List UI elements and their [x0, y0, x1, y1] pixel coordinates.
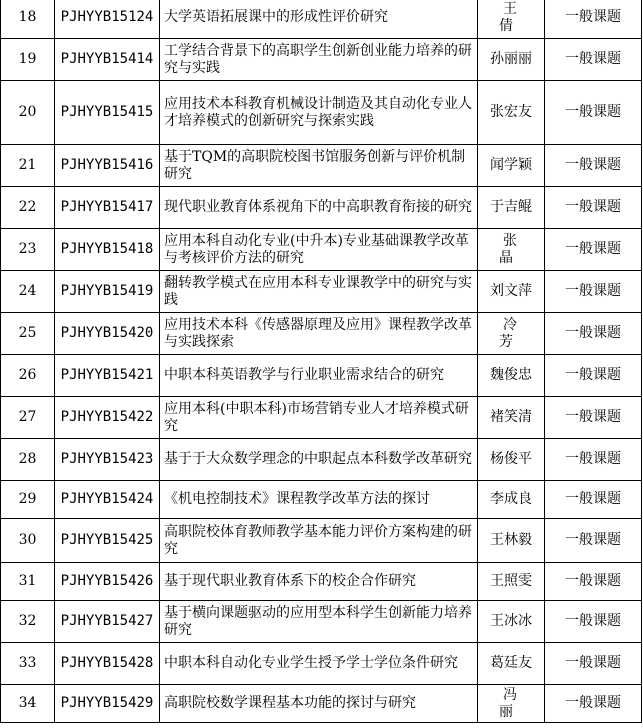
project-code: PJHYYB15419 [55, 271, 160, 313]
project-title: 应用本科(中职本科)市场营销专业人才培养模式研究 [160, 397, 478, 439]
project-type: 一般课题 [545, 81, 642, 145]
project-leader: 冷 芳 [478, 313, 545, 355]
table-row [1, 519, 642, 563]
project-leader: 魏俊忠 [478, 355, 545, 397]
project-type: 一般课题 [545, 481, 642, 519]
project-title: 中职本科自动化专业学生授予学士学位条件研究 [160, 643, 478, 685]
project-type: 一般课题 [545, 643, 642, 685]
project-type: 一般课题 [545, 145, 642, 187]
project-leader: 张宏友 [478, 81, 545, 145]
row-number: 33 [1, 643, 55, 685]
row-number: 34 [1, 685, 55, 723]
row-number: 18 [1, 0, 55, 39]
table-row [1, 643, 642, 685]
project-type: 一般课题 [545, 229, 642, 271]
project-leader: 冯 丽 [478, 685, 545, 723]
table-row [1, 271, 642, 313]
project-code: PJHYYB15418 [55, 229, 160, 271]
project-leader: 葛廷友 [478, 643, 545, 685]
project-code: PJHYYB15426 [55, 563, 160, 601]
table-row [1, 481, 642, 519]
project-code: PJHYYB15422 [55, 397, 160, 439]
row-number: 29 [1, 481, 55, 519]
project-code: PJHYYB15420 [55, 313, 160, 355]
project-type: 一般课题 [545, 685, 642, 723]
project-type: 一般课题 [545, 271, 642, 313]
project-code: PJHYYB15429 [55, 685, 160, 723]
project-leader: 王 倩 [478, 0, 545, 39]
row-number: 24 [1, 271, 55, 313]
project-code: PJHYYB15423 [55, 439, 160, 481]
project-leader: 王林毅 [478, 519, 545, 563]
row-number: 27 [1, 397, 55, 439]
project-title: 《机电控制技术》课程教学改革方法的探讨 [160, 481, 478, 519]
project-leader: 张 晶 [478, 229, 545, 271]
project-type: 一般课题 [545, 355, 642, 397]
table-row [1, 145, 642, 187]
table-row [1, 563, 642, 601]
project-title: 工学结合背景下的高职学生创新创业能力培养的研究与实践 [160, 39, 478, 81]
row-number: 28 [1, 439, 55, 481]
project-title: 基于TQM的高职院校图书馆服务创新与评价机制研究 [160, 145, 478, 187]
project-code: PJHYYB15415 [55, 81, 160, 145]
row-number: 26 [1, 355, 55, 397]
row-number: 19 [1, 39, 55, 81]
project-code: PJHYYB15428 [55, 643, 160, 685]
project-leader: 王照雯 [478, 563, 545, 601]
project-type: 一般课题 [545, 39, 642, 81]
project-type: 一般课题 [545, 187, 642, 229]
project-title: 大学英语拓展课中的形成性评价研究 [160, 0, 478, 39]
project-title: 高职院校体育教师教学基本能力评价方案构建的研究 [160, 519, 478, 563]
table-row [1, 685, 642, 723]
table-row [1, 355, 642, 397]
project-code: PJHYYB15425 [55, 519, 160, 563]
row-number: 21 [1, 145, 55, 187]
project-leader: 刘文萍 [478, 271, 545, 313]
row-number: 31 [1, 563, 55, 601]
project-title: 应用技术本科教育机械设计制造及其自动化专业人才培养模式的创新研究与探索实践 [160, 81, 478, 145]
row-number: 20 [1, 81, 55, 145]
row-number: 25 [1, 313, 55, 355]
project-title: 应用本科自动化专业(中升本)专业基础课教学改革与考核评价方法的研究 [160, 229, 478, 271]
project-leader: 杨俊平 [478, 439, 545, 481]
project-code: PJHYYB15421 [55, 355, 160, 397]
project-leader: 褚笑清 [478, 397, 545, 439]
table-row [1, 187, 642, 229]
project-type: 一般课题 [545, 397, 642, 439]
project-title: 应用技术本科《传感器原理及应用》课程教学改革与实践探索 [160, 313, 478, 355]
project-leader: 王冰冰 [478, 601, 545, 643]
row-number: 30 [1, 519, 55, 563]
project-type: 一般课题 [545, 563, 642, 601]
project-code: PJHYYB15417 [55, 187, 160, 229]
project-title: 高职院校数学课程基本功能的探讨与研究 [160, 685, 478, 723]
project-title: 基于于大众数学理念的中职起点本科数学改革研究 [160, 439, 478, 481]
project-type: 一般课题 [545, 313, 642, 355]
table-row [1, 397, 642, 439]
project-code: PJHYYB15424 [55, 481, 160, 519]
project-title: 中职本科英语教学与行业职业需求结合的研究 [160, 355, 478, 397]
project-leader: 闻学颖 [478, 145, 545, 187]
project-code: PJHYYB15124 [55, 0, 160, 39]
table-row [1, 439, 642, 481]
project-code: PJHYYB15416 [55, 145, 160, 187]
table-row [1, 601, 642, 643]
project-title: 翻转教学模式在应用本科专业课教学中的研究与实践 [160, 271, 478, 313]
project-title: 基于现代职业教育体系下的校企合作研究 [160, 563, 478, 601]
project-type: 一般课题 [545, 0, 642, 39]
project-title: 现代职业教育体系视角下的中高职教育衔接的研究 [160, 187, 478, 229]
project-type: 一般课题 [545, 601, 642, 643]
project-leader: 于吉鲲 [478, 187, 545, 229]
row-number: 32 [1, 601, 55, 643]
table-row [1, 0, 642, 39]
project-leader: 孙丽丽 [478, 39, 545, 81]
project-code: PJHYYB15414 [55, 39, 160, 81]
table-row [1, 313, 642, 355]
row-number: 22 [1, 187, 55, 229]
table-row [1, 81, 642, 145]
project-leader: 李成良 [478, 481, 545, 519]
table-row [1, 39, 642, 81]
project-type: 一般课题 [545, 519, 642, 563]
project-code: PJHYYB15427 [55, 601, 160, 643]
row-number: 23 [1, 229, 55, 271]
project-title: 基于横向课题驱动的应用型本科学生创新能力培养研究 [160, 601, 478, 643]
project-type: 一般课题 [545, 439, 642, 481]
table-row [1, 229, 642, 271]
